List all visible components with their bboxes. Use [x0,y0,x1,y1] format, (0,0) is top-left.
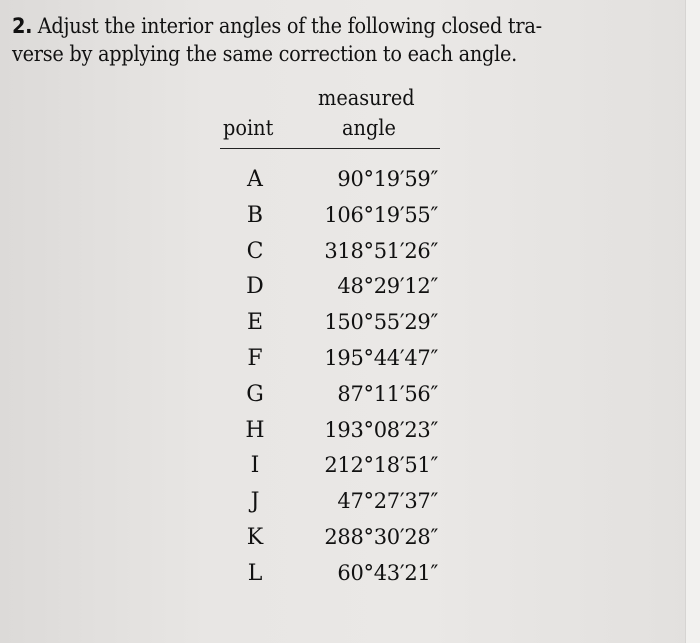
angle-cell: 60°43′21″ [337,560,438,585]
problem-statement [12,12,601,68]
table-row [0,310,700,344]
angle-cell: 212°18′51″ [324,453,438,478]
angle-cell: 318°51′26″ [324,238,438,263]
point-cell: I [250,453,260,479]
point-cell: F [247,346,263,371]
point-cell: J [250,489,260,515]
point-cell: A [247,167,263,192]
angle-cell: 90°19′59″ [337,167,438,191]
angle-cell: 193°08′23″ [324,417,438,442]
point-cell: E [246,310,264,336]
table-row [0,561,700,595]
table-row [0,346,700,380]
point-cell: G [246,381,264,407]
problem-line-1 [12,12,601,40]
angle-cell: 288°30′28″ [324,525,438,549]
table-row [0,382,700,416]
table-row [0,239,700,273]
point-cell: H [245,417,265,443]
header-point: point [223,116,274,140]
point-cell: K [246,525,264,550]
angle-cell: 195°44′47″ [324,346,438,370]
header-measured: measured [318,86,415,110]
angle-cell: 106°19′55″ [324,202,438,227]
table-row [0,453,700,487]
problem-text-line-1: Adjust the interior angles of the following closed tra- [37,14,542,38]
angle-cell: 87°11′56″ [337,381,438,406]
point-cell: B [246,202,264,228]
header-rule [220,148,440,149]
point-cell: L [247,560,263,586]
table-row [0,274,700,308]
angle-cell: 150°55′29″ [324,310,438,335]
table-row [0,525,700,559]
angle-cell: 48°29′12″ [337,274,438,299]
angle-cell: 47°27′37″ [337,489,438,514]
table-row [0,203,700,237]
header-angle: angle [342,116,396,140]
table-row [0,489,700,523]
table-row [0,167,700,201]
table-row [0,418,700,452]
problem-number: 2. [12,14,33,38]
problem-text-line-2: verse by applying the same correction to each angle. [12,42,518,66]
point-cell: D [246,274,264,300]
point-cell: C [246,238,264,264]
